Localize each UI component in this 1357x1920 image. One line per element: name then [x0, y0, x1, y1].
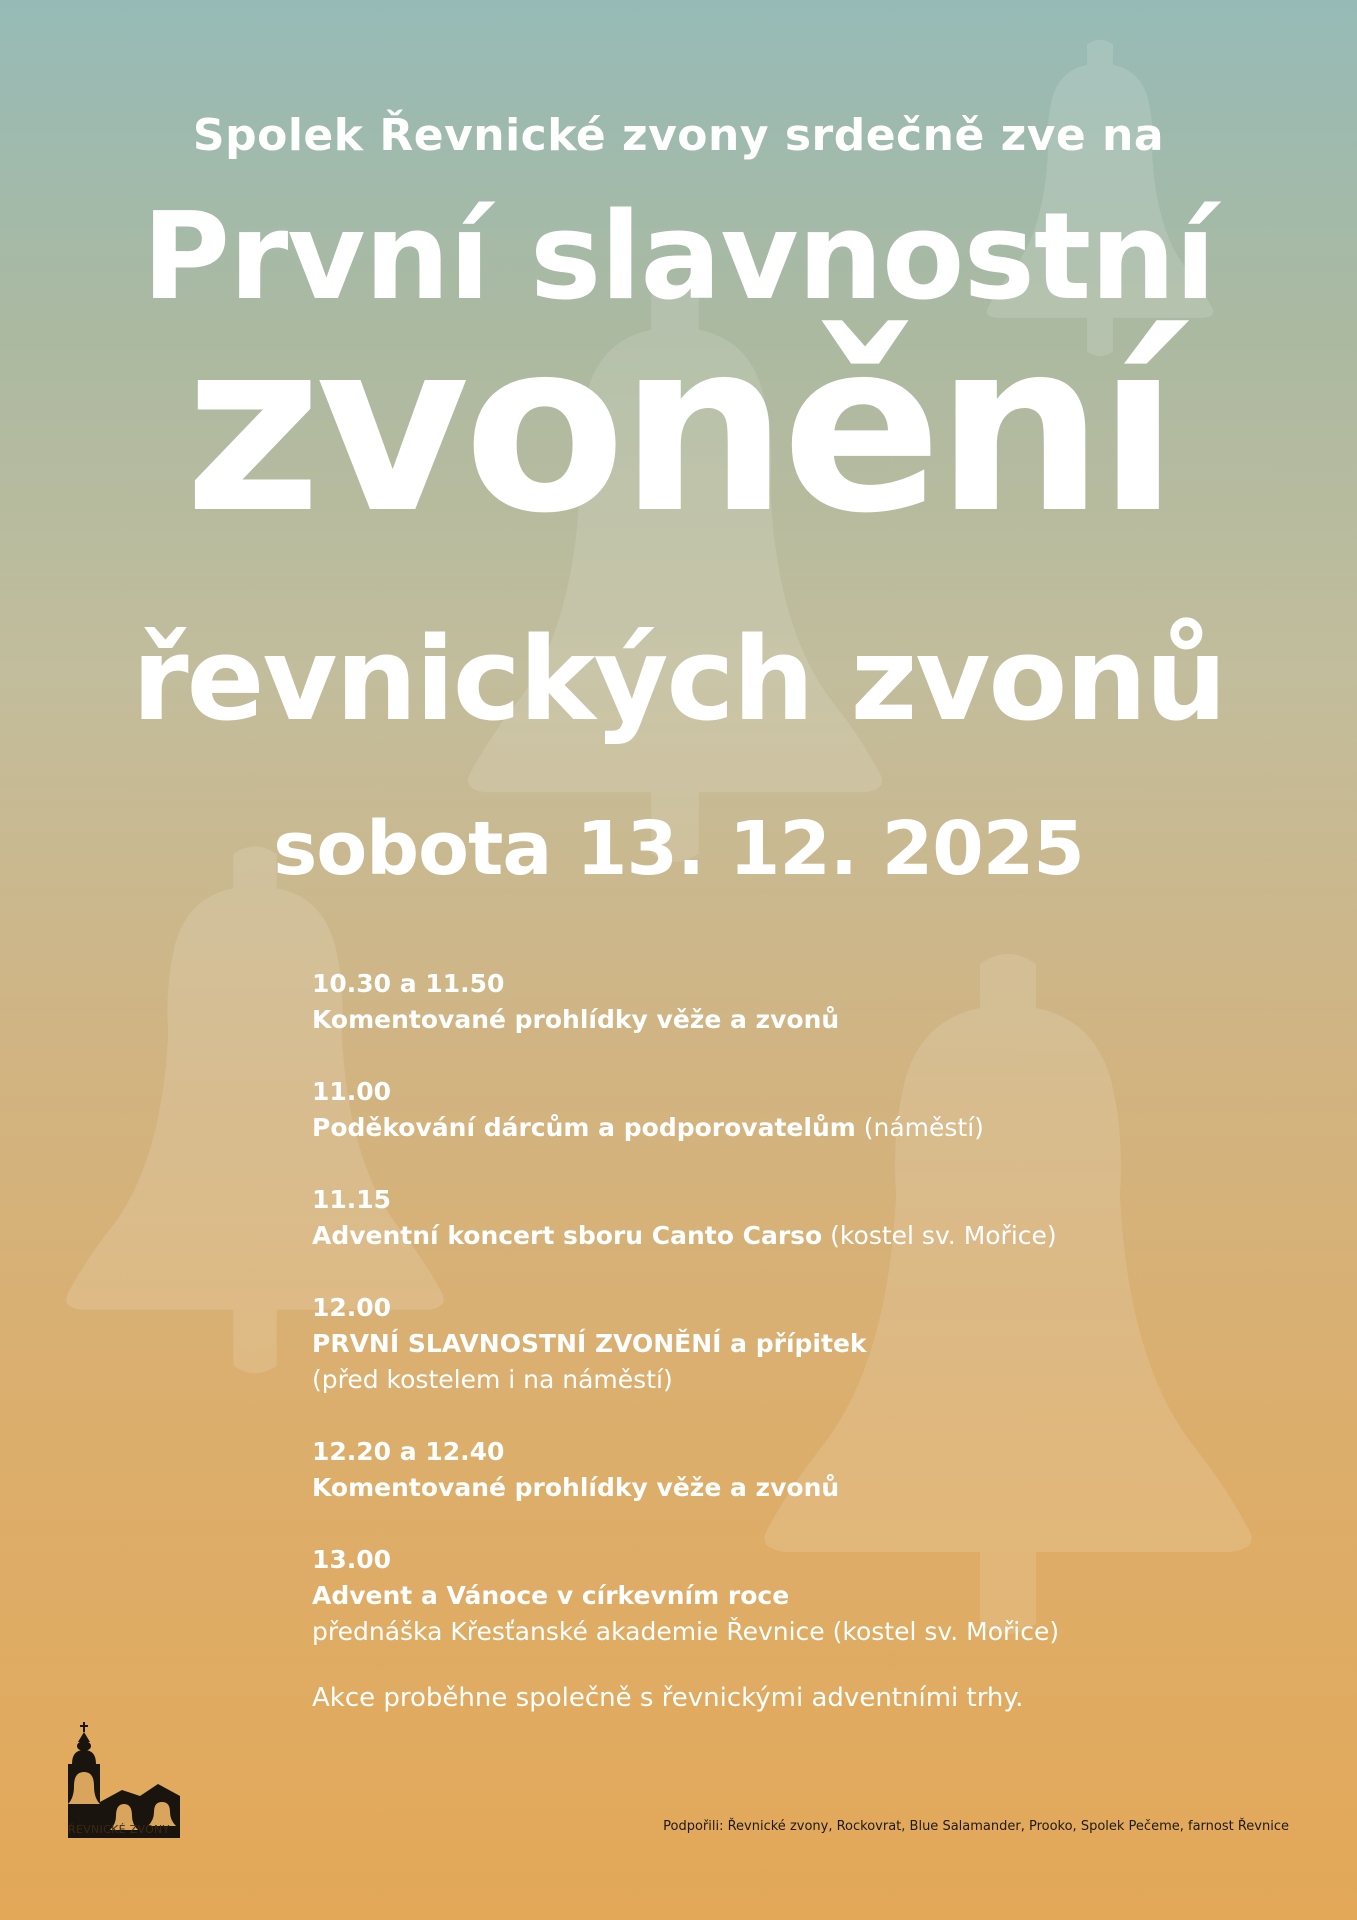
program-time: 11.00	[312, 1077, 392, 1106]
program-item	[312, 1074, 1212, 1146]
program-item	[312, 1290, 1212, 1398]
program-item	[312, 966, 1212, 1038]
program-description	[312, 1002, 1212, 1038]
program-time: 11.15	[312, 1185, 392, 1214]
program-item	[312, 1434, 1212, 1506]
event-date: sobota 13. 12. 2025	[273, 806, 1084, 892]
program-title: Komentované prohlídky věže a zvonů	[312, 1005, 840, 1034]
program-description	[312, 1614, 1212, 1650]
program-location: (náměstí)	[855, 1113, 984, 1142]
program-schedule	[312, 966, 1212, 1686]
program-title: Adventní koncert sboru Canto Carso	[312, 1221, 823, 1250]
invitation-line: Spolek Řevnické zvony srdečně zve na	[192, 110, 1165, 161]
program-item	[312, 1182, 1212, 1254]
program-time: 12.00	[312, 1293, 392, 1322]
program-location: (kostel sv. Mořice)	[822, 1221, 1057, 1250]
program-description	[312, 1110, 1212, 1146]
title-line-3: řevnických zvonů	[131, 613, 1226, 747]
event-note: Akce proběhne společně s řevnickými adventními trhy.	[312, 1683, 1024, 1713]
title-line-1: První slavnostní	[142, 188, 1215, 327]
logo-label: ŘEVNICKÉ ZVONY	[68, 1823, 170, 1836]
program-description	[312, 1362, 1212, 1398]
program-title: Advent a Vánoce v církevním roce	[312, 1581, 790, 1610]
sponsors-line: Podpořili: Řevnické zvony, Rockovrat, Blue Salamander, Prooko, Spolek Pečeme, farnost Řevnice	[663, 1819, 1289, 1834]
title-line-2: zvonění	[184, 290, 1173, 565]
program-time: 13.00	[312, 1545, 392, 1574]
program-time: 12.20 a 12.40	[312, 1437, 505, 1466]
revnicke-zvony-logo	[62, 1720, 192, 1840]
program-item	[312, 1542, 1212, 1650]
program-description	[312, 1470, 1212, 1506]
program-description	[312, 1218, 1212, 1254]
program-title: Poděkování dárcům a podporovatelům	[312, 1113, 856, 1142]
program-location: přednáška Křesťanské akademie Řevnice (kostel sv. Mořice)	[312, 1617, 1060, 1646]
program-description	[312, 1578, 1212, 1614]
program-time: 10.30 a 11.50	[312, 969, 505, 998]
program-title: PRVNÍ SLAVNOSTNÍ ZVONĚNÍ a přípitek	[312, 1329, 867, 1358]
program-description	[312, 1326, 1212, 1362]
program-location: (před kostelem i na náměstí)	[312, 1365, 673, 1394]
program-title: Komentované prohlídky věže a zvonů	[312, 1473, 840, 1502]
